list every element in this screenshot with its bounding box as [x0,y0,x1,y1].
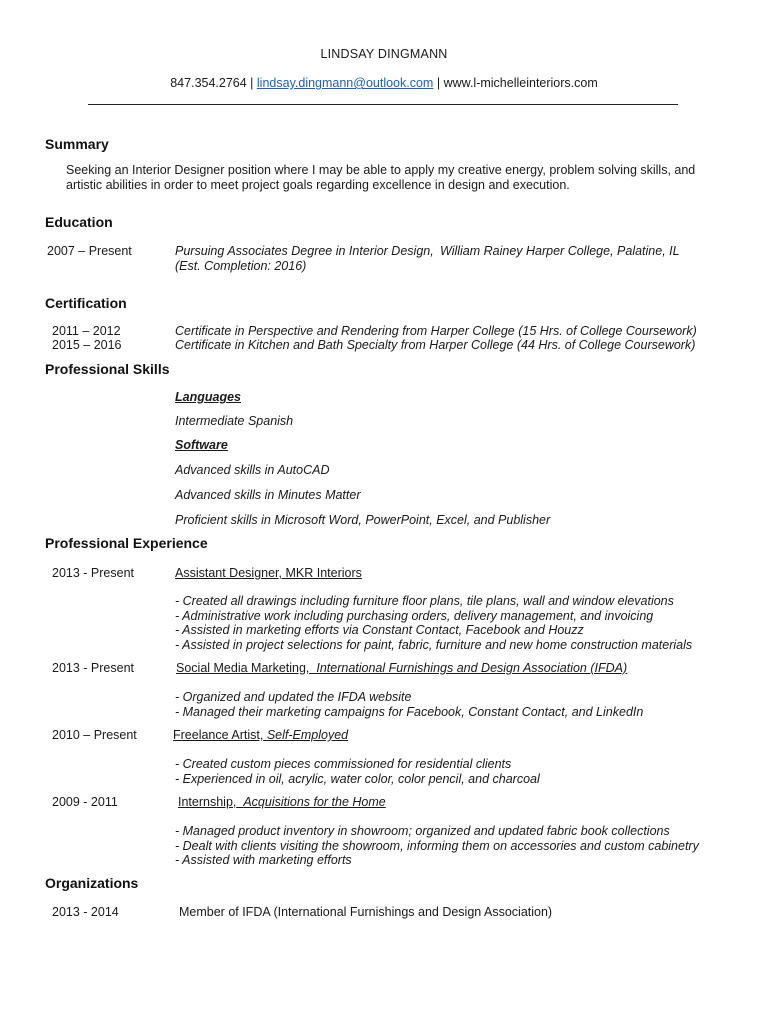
education-degree: Pursuing Associates Degree in Interior Design, [175,244,434,258]
job-date: 2013 - Present [52,566,134,580]
website: www.l-michelleinteriors.com [443,76,598,90]
job-bullets [175,690,643,719]
email-link[interactable]: lindsay.dingmann@outlook.com [256,76,434,90]
job-org: Acquisitions for the Home [243,795,386,809]
job-role: Social Media Marketing, [176,661,310,675]
job-bullet: - Organized and updated the IFDA website [175,690,412,704]
job-role: Freelance Artist, [173,728,264,742]
separator: | [433,76,444,90]
job-role: Internship, [178,795,237,809]
header-divider [88,104,678,105]
job-org: International Furnishings and Design Association (IFDA) [316,661,628,675]
job-bullet: - Experienced in oil, acrylic, water color, color pencil, and charcoal [175,771,540,786]
software-item: Advanced skills in Minutes Matter [175,488,361,502]
job-title: Assistant Designer, MKR Interiors [175,566,362,580]
separator: | [246,76,257,90]
organizations-heading: Organizations [45,875,139,891]
organization-date: 2013 - 2014 [52,905,119,919]
certification-heading: Certification [45,295,127,311]
job-bullets [175,757,540,786]
job-bullet: - Managed product inventory in showroom; organized and updated fabric book collections [175,824,670,838]
job-title [173,728,348,742]
software-item: Advanced skills in AutoCAD [175,463,330,477]
education-heading: Education [45,214,113,230]
certification-item: Certificate in Kitchen and Bath Specialty from Harper College (44 Hrs. of College Coursework) [175,338,696,352]
certification-date: 2011 – 2012 [52,324,121,338]
summary-line: Seeking an Interior Designer position where I may be able to apply my creative energy, problem solving skills, and [66,163,696,177]
job-bullet: - Assisted in marketing efforts via Constant Contact, Facebook and Houzz [175,623,584,637]
organization-item: Member of IFDA (International Furnishings and Design Association) [179,905,553,919]
job-date: 2013 - Present [52,661,134,675]
summary-line: artistic abilities in order to meet project goals regarding excellence in design and execution. [66,177,570,192]
certification-item: Certificate in Perspective and Rendering from Harper College (15 Hrs. of College Coursework) [175,324,697,338]
job-title [178,795,386,809]
resume-name: LINDSAY DINGMANN [320,47,448,61]
job-date: 2009 - 2011 [52,795,118,809]
job-bullet: - Managed their marketing campaigns for Facebook, Constant Contact, and LinkedIn [175,704,644,719]
software-label: Software [175,438,228,452]
languages-label: Languages [175,390,241,404]
job-bullet: - Assisted with marketing efforts [175,853,352,867]
job-bullet: - Created custom pieces commissioned for residential clients [175,757,512,771]
experience-heading: Professional Experience [45,535,208,551]
contact-line [0,76,768,90]
job-bullet: - Created all drawings including furniture floor plans, tile plans, wall and window elevations [175,594,674,608]
summary-heading: Summary [45,136,109,152]
job-bullet: - Administrative work including purchasing orders, delivery management, and invoicing [175,608,654,623]
job-title [176,661,627,675]
education-date: 2007 – Present [47,244,132,258]
education-school: William Rainey Harper College, Palatine, IL [440,244,680,258]
skills-heading: Professional Skills [45,361,170,377]
software-item: Proficient skills in Microsoft Word, PowerPoint, Excel, and Publisher [175,513,551,527]
summary-text [66,163,695,192]
job-bullets [175,594,692,652]
job-bullet: - Assisted in project selections for paint, fabric, furniture and new home construction materials [175,637,693,652]
education-completion: (Est. Completion: 2016) [175,259,307,273]
job-org: Self-Employed [266,728,349,742]
certification-date: 2015 – 2016 [52,338,122,352]
job-bullets [175,824,699,868]
job-bullet: - Dealt with clients visiting the showroom, informing them on accessories and custom cabinetry [175,838,699,853]
language-item: Intermediate Spanish [175,414,294,428]
phone: 847.354.2764 [170,76,247,90]
job-date: 2010 – Present [52,728,137,742]
